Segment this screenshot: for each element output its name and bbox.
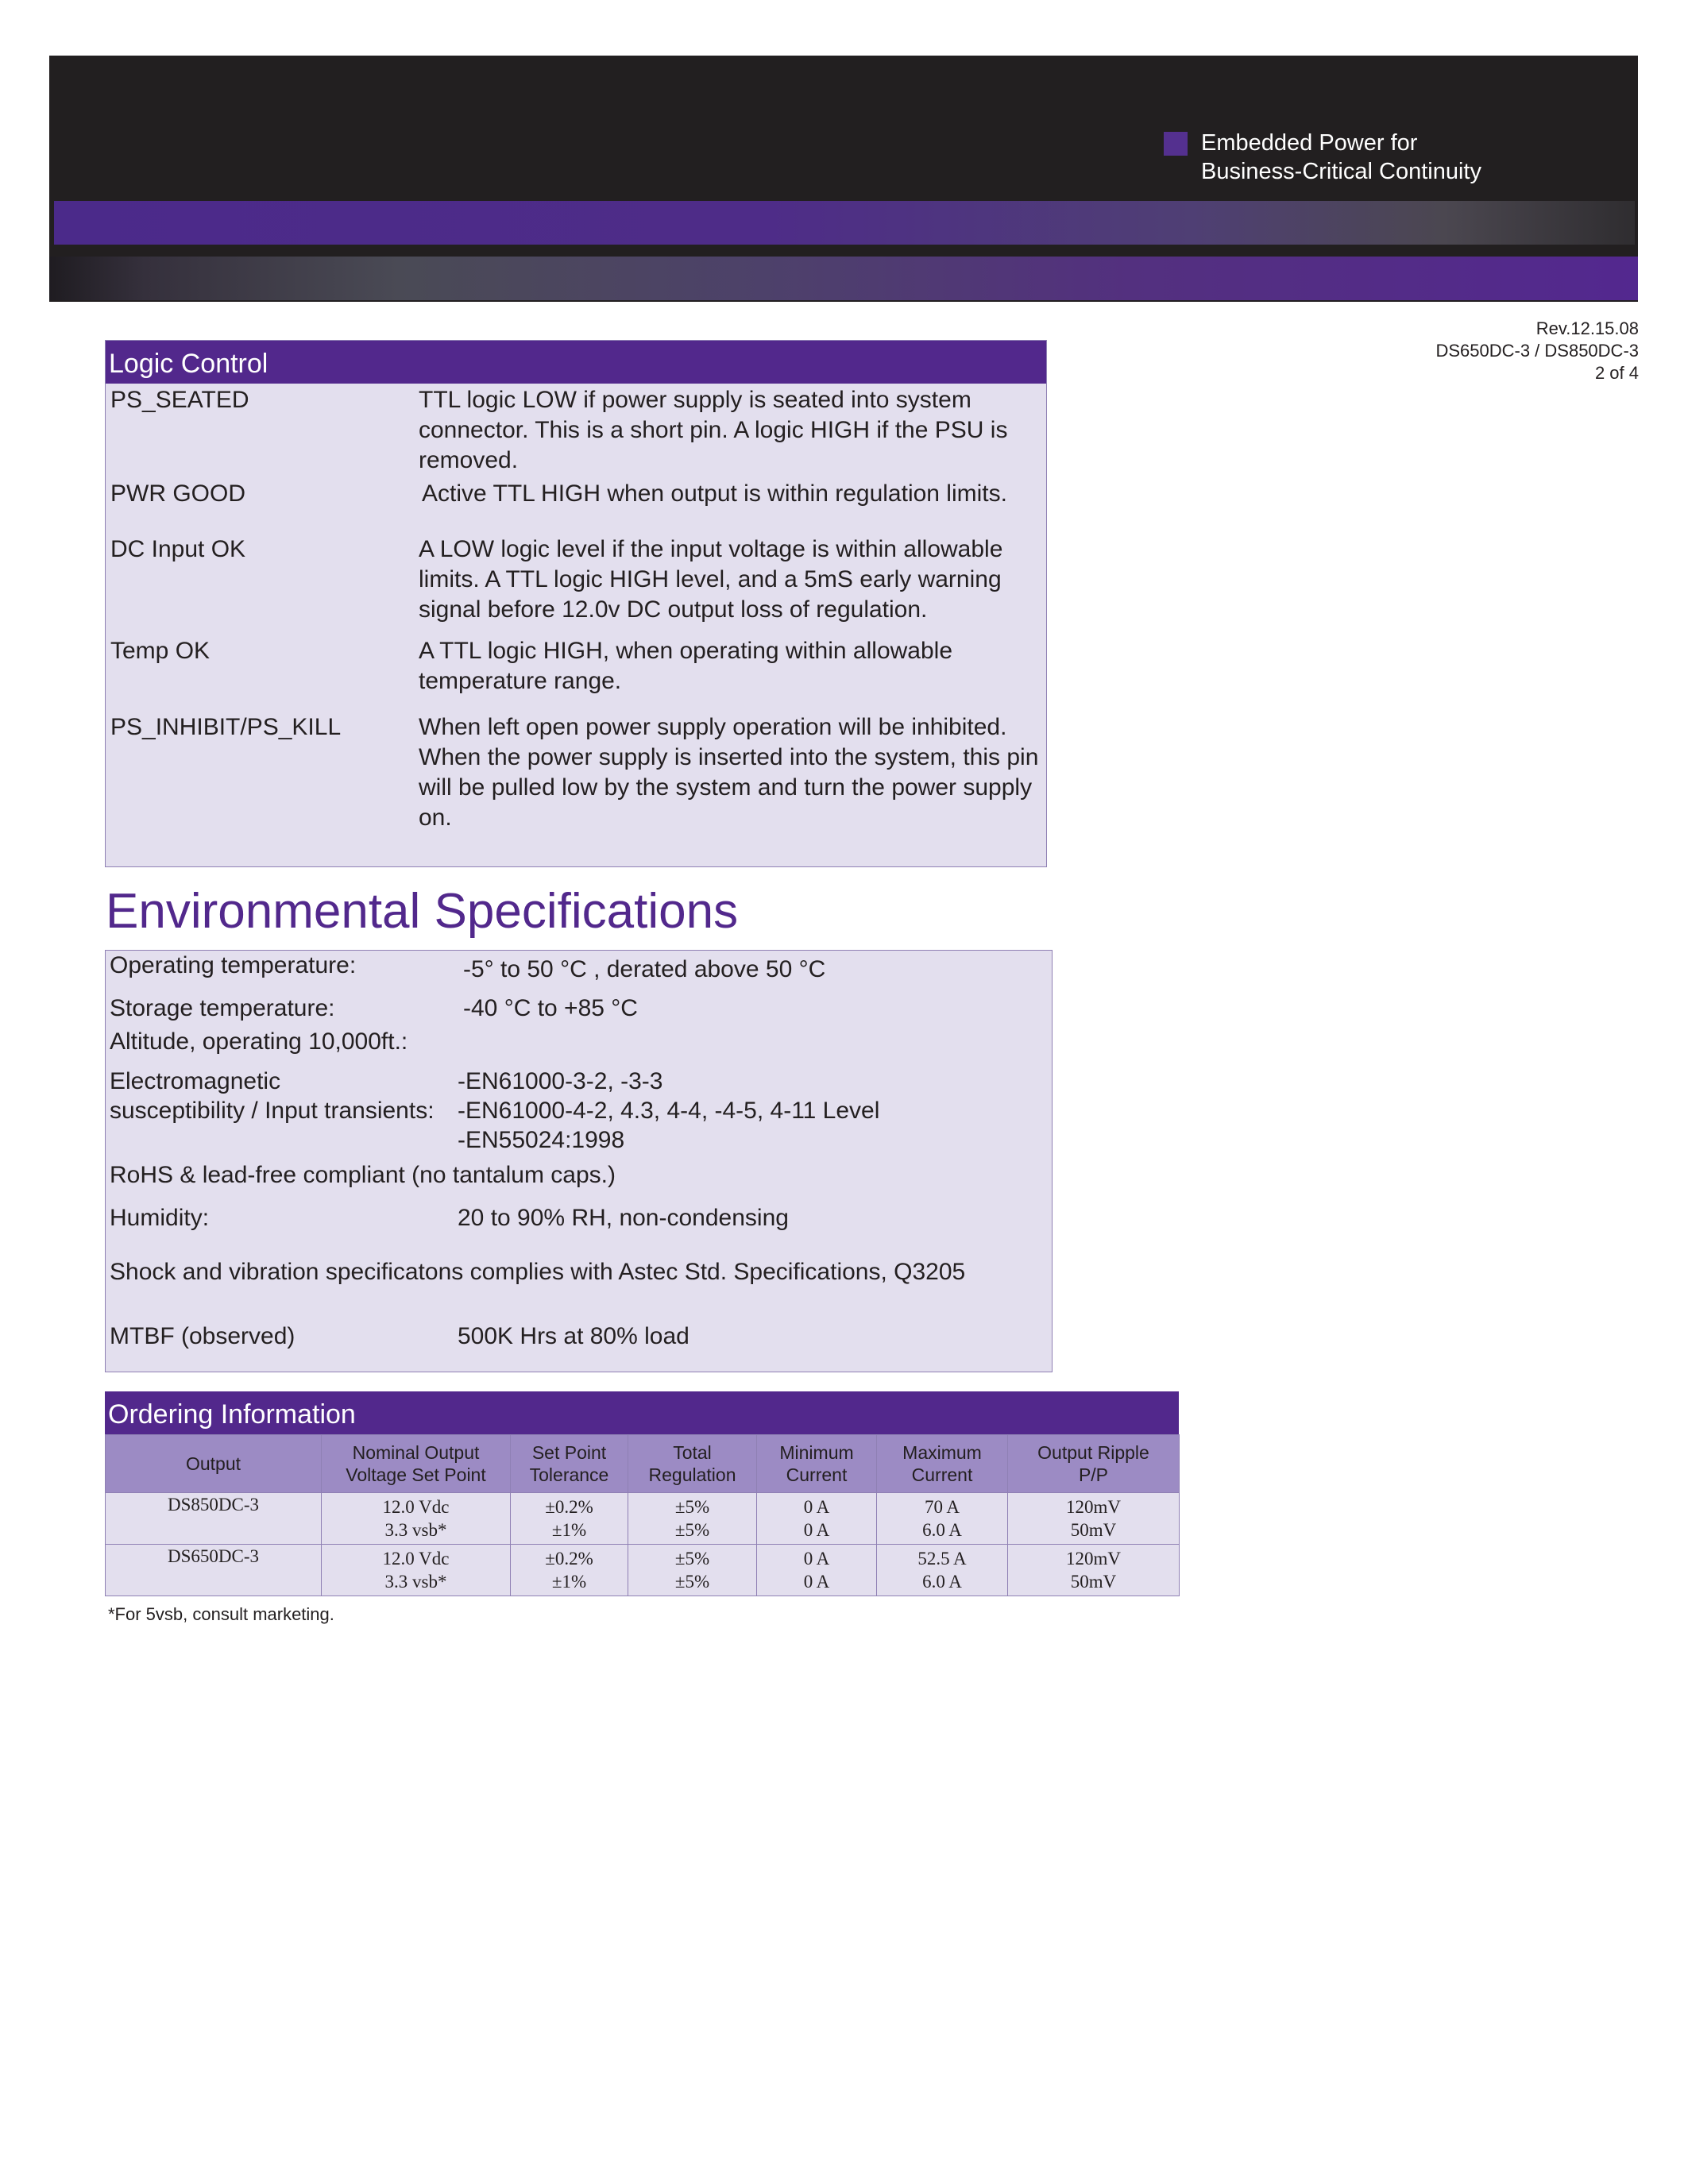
- table-row: [106, 1493, 1180, 1545]
- col-header-min-current: Minimum Current: [757, 1435, 877, 1493]
- env-emc-label-line1: Electromagnetic: [110, 1068, 281, 1094]
- cell-min-current: 0 A 0 A: [757, 1493, 877, 1545]
- col-header-max-current: Maximum Current: [877, 1435, 1008, 1493]
- cell-output: DS850DC-3: [106, 1493, 322, 1545]
- col-header-tolerance: Set Point Tolerance: [511, 1435, 628, 1493]
- revision-number: Rev.12.15.08: [1535, 318, 1639, 338]
- env-humidity-label: Humidity:: [110, 1205, 210, 1231]
- cell-ripple: 120mV 50mV: [1008, 1493, 1180, 1545]
- cell-regulation: ±5% ±5%: [628, 1545, 757, 1596]
- tagline: [1201, 129, 1481, 186]
- env-operating-temp-label: Operating temperature:: [110, 952, 357, 978]
- logic-control-panel: [105, 340, 1047, 867]
- logic-control-title: Logic Control: [106, 341, 1046, 384]
- cell-output: DS650DC-3: [106, 1545, 322, 1596]
- banner-stripe-upper: [54, 201, 1635, 245]
- ordering-table: [105, 1434, 1180, 1596]
- lc-desc-temp-ok: A TTL logic HIGH, when operating within allowable temperature range.: [419, 638, 953, 694]
- ordering-header-row: [106, 1435, 1180, 1493]
- revision-models: DS650DC-3 / DS850DC-3: [1435, 341, 1639, 361]
- ordering-panel: [105, 1391, 1179, 1596]
- cell-voltage: 12.0 Vdc 3.3 vsb*: [322, 1493, 511, 1545]
- env-humidity-value: 20 to 90% RH, non-condensing: [458, 1205, 789, 1231]
- col-header-ripple: Output Ripple P/P: [1008, 1435, 1180, 1493]
- env-emc-value-line3: -EN55024:1998: [458, 1127, 625, 1153]
- env-storage-temp-value: -40 °C to +85 °C: [463, 995, 638, 1021]
- lc-desc-pwr-good: Active TTL HIGH when output is within regulation limits.: [422, 480, 1007, 507]
- lc-desc-dc-input-ok: A LOW logic level if the input voltage is within allowable limits. A TTL logic HIGH level, and a 5mS early warning signal before 12.0v DC output loss of regulation.: [419, 536, 1003, 623]
- env-altitude: Altitude, operating 10,000ft.:: [110, 1028, 408, 1055]
- tagline-line2: Business-Critical Continuity: [1201, 159, 1481, 184]
- header-banner: [49, 56, 1638, 302]
- table-row: [106, 1545, 1180, 1596]
- lc-label-ps-seated: PS_SEATED: [110, 387, 249, 413]
- env-operating-temp-value: -5° to 50 °C , derated above 50 °C: [463, 956, 826, 982]
- cell-max-current: 52.5 A 6.0 A: [877, 1545, 1008, 1596]
- col-header-regulation: Total Regulation: [628, 1435, 757, 1493]
- lc-label-pwr-good: PWR GOOD: [110, 480, 245, 507]
- cell-max-current: 70 A 6.0 A: [877, 1493, 1008, 1545]
- lc-desc-ps-inhibit: When left open power supply operation will be inhibited. When the power supply is inserted into the system, this pin will be pulled low by the system and turn the power supply on.: [419, 714, 1039, 831]
- env-shock: Shock and vibration specificatons complies with Astec Std. Specifications, Q3205: [110, 1259, 966, 1285]
- page-number: 2 of 4: [1594, 363, 1639, 383]
- env-emc-label-line2: susceptibility / Input transients:: [110, 1098, 435, 1124]
- env-mtbf-value: 500K Hrs at 80% load: [458, 1323, 689, 1349]
- brand-square-icon: [1164, 132, 1188, 156]
- env-rohs: RoHS & lead-free compliant (no tantalum caps.): [110, 1162, 616, 1188]
- lc-label-temp-ok: Temp OK: [110, 638, 211, 664]
- revision-block: [1435, 318, 1639, 384]
- banner-stripe-lower: [49, 257, 1638, 300]
- environmental-title: Environmental Specifications: [106, 884, 739, 939]
- env-mtbf-label: MTBF (observed): [110, 1323, 295, 1349]
- env-emc-value-line2: -EN61000-4-2, 4.3, 4-4, -4-5, 4-11 Level: [458, 1098, 880, 1124]
- lc-label-dc-input-ok: DC Input OK: [110, 536, 246, 562]
- environmental-panel: [105, 950, 1053, 1372]
- col-header-voltage: Nominal Output Voltage Set Point: [322, 1435, 511, 1493]
- cell-regulation: ±5% ±5%: [628, 1493, 757, 1545]
- tagline-line1: Embedded Power for: [1201, 130, 1418, 156]
- cell-tolerance: ±0.2% ±1%: [511, 1493, 628, 1545]
- lc-label-ps-inhibit: PS_INHIBIT/PS_KILL: [110, 714, 342, 740]
- cell-min-current: 0 A 0 A: [757, 1545, 877, 1596]
- cell-voltage: 12.0 Vdc 3.3 vsb*: [322, 1545, 511, 1596]
- lc-desc-ps-seated: TTL logic LOW if power supply is seated into system connector. This is a short pin. A logic HIGH if the PSU is removed.: [419, 387, 1008, 473]
- cell-tolerance: ±0.2% ±1%: [511, 1545, 628, 1596]
- cell-ripple: 120mV 50mV: [1008, 1545, 1180, 1596]
- col-header-output: Output: [106, 1435, 322, 1493]
- env-emc-value-line1: -EN61000-3-2, -3-3: [458, 1068, 663, 1094]
- ordering-title: Ordering Information: [105, 1391, 1179, 1434]
- ordering-footnote: *For 5vsb, consult marketing.: [108, 1604, 334, 1624]
- env-storage-temp-label: Storage temperature:: [110, 995, 335, 1021]
